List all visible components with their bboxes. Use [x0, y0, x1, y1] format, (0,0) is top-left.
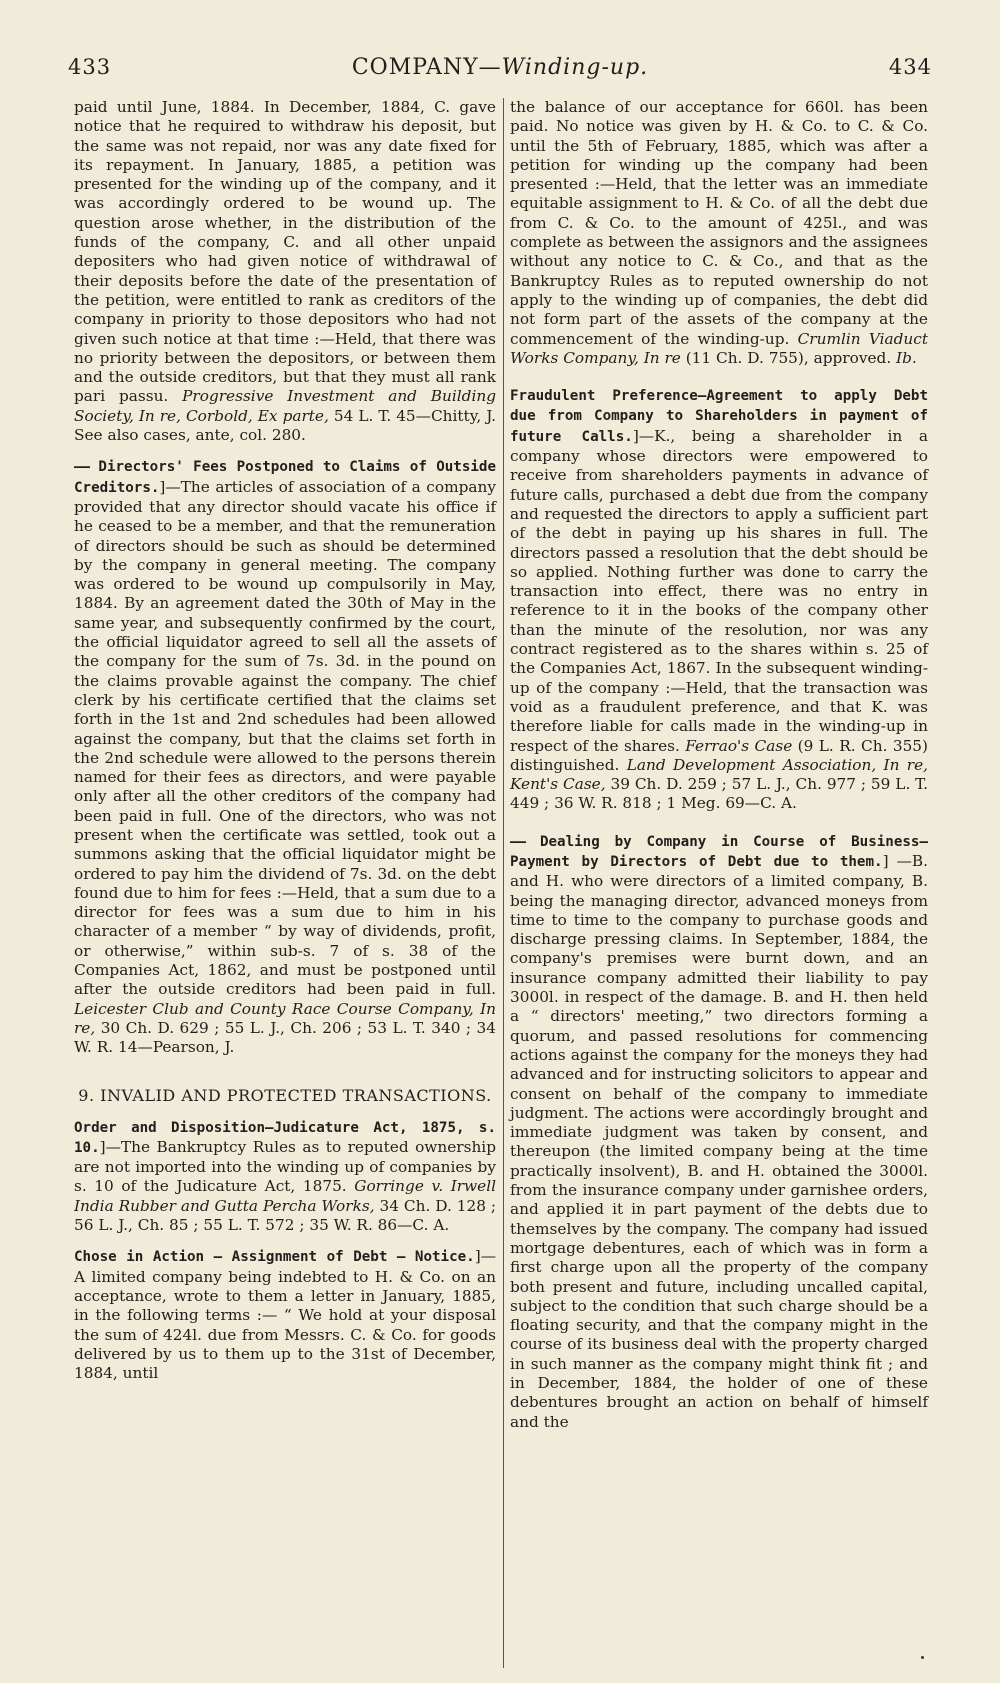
section-chose-in-action [74, 1247, 496, 1383]
running-header [66, 55, 934, 95]
case-citation: Leicester Club and County Race Course Company, In re, [74, 999, 496, 1037]
column-divider [503, 98, 504, 1668]
body-text: (9 L. R. Ch. 355) distinguished. [510, 736, 929, 774]
page-speck [921, 1656, 924, 1659]
body-text: (11 Ch. D. 755), approved. [680, 348, 897, 367]
section-fraudulent-preference [510, 386, 928, 814]
case-citation: Progressive Investment and Building Society, In re, Corbold, Ex parte, [74, 387, 496, 425]
ibid-reference: Ib. [896, 348, 917, 367]
section-heading: Order and Disposition—Judicature Act, 1875, s. 10. [74, 1119, 496, 1156]
body-text: paid until June, 1884. In December, 1884, C. gave notice that he required to withdraw his deposit, but the same was not repaid, nor was any date fixed for its repayment. In January, 1885, a petition was presented for the winding up of the company, and it was accordingly ordered to be wound up. The question arose whether, in the distribution of the funds of the company, C. and all other unpaid depositers who had given notice of withdrawal of their deposits before the date of the presentation of the petition, were entitled to rank as creditors of the company in priority to those depositors who had not given such notice at that time :—Held, that there was no priority between the depositors, or between them and the outside creditors, but that they must all rank pari passu. [74, 98, 496, 406]
body-text: ] —B. and H. who were directors of a limited company, B. being the managing director, advanced moneys from time to time to the company to purchase goods and discharge pressing claims. In September, 1884, the company's premises were burnt down, and an insurance company admitted their liability to pay 3000l. in respect of the damage. B. and H. then held a “ directors' meeting,” two directors forming a quorum, and passed resolutions for commencing actions against the company for the moneys they had advanced and for instructing solicitors to appear and consent on behalf of the company to immediate judgment. The actions were accordingly brought and immediate judgment was taken by consent, and thereupon (the limited company being at the time practically insolvent), B. and H. obtained the 3000l. from the insurance company under garnishee orders, and applied it in part payment of the debts due to themselves by the company. The company had issued mortgage debentures, each of which was in form a first charge upon all the property of the company both present and future, including uncalled capital, subject to the condition that such charge should be a floating security, and that the company might in the course of its business deal with the property charged in such manner as the company might think fit ; and in December, 1884, the holder of one of these debentures brought an action on behalf of himself and the [510, 851, 928, 1431]
body-text: ]—The articles of association of a company provided that any director should vacate his office if he ceased to be a member, and that the remuneration of directors should be such as should be determined by the company in general meeting. The company was ordered to be wound up compulsorily in May, 1884. By an agreement dated the 30th of May in the same year, and subsequently confirmed by the court, the official liquidator agreed to sell all the assets of the company for the sum of 7s. 3d. in the pound on the claims provable against the company. The chief clerk by his certificate certified that the claims set forth in the 1st and 2nd schedules had been allowed against the company, but that the claims set forth in the 2nd schedule were allowed to the persons therein named for their fees as directors, and were payable only after all the other creditors of the company had been paid in full. One of the directors, who was not present when the certificate was settled, took out a summons asking that the official liquidator might be ordered to pay him the dividend of 7s. 3d. on the debt found due to him for fees :—Held, that a sum due to a director for fees was a sum due to him in his character of a member “ by way of dividends, profit, or otherwise,” within sub-s. 7 of s. 38 of the Companies Act, 1862, and must be postponed until after the outside creditors had been paid in full. [74, 477, 496, 999]
section-heading: Fraudulent Preference—Agreement to apply Debt due from Company to Shareholders in payment of future Calls. [510, 388, 928, 445]
running-title [66, 55, 934, 80]
section-order-disposition [74, 1118, 496, 1236]
chapter-heading: 9. INVALID AND PROTECTED TRANSACTIONS. [78, 1085, 492, 1105]
paragraph-continued [510, 98, 928, 368]
body-text: the balance of our acceptance for 660l. has been paid. No notice was given by H. & Co. to C. & Co. until the 5th of February, 1885, which was after a petition for winding up the company had been presented :—Held, that the letter was an immediate equitable assignment to H. & Co. of all the debt due from C. & Co. to the amount of 425l., and was complete as between the assignors and the assignees without any notice to C. & Co., and that as the Bankruptcy Rules as to reputed ownership do not apply to the winding up of companies, the debt did not form part of the assets of the company at the commencement of the winding-up. [510, 98, 928, 348]
body-text: ]—K., being a shareholder in a company whose directors were empowered to receive from shareholders payments in advance of future calls, purchased a debt due from the company and requested the directors to apply a sufficient part of the debt in paying up his shares in full. The directors passed a resolution that the debt should be so applied. Nothing further was done to carry the transaction into effect, there was no entry in reference to it in the books of the company other than the minute of the resolution, nor was any contract registered as to the shares within s. 25 of the Companies Act, 1867. In the subsequent winding-up of the company :—Held, that the transaction was void as a fraudulent preference, and that K. was therefore liable for calls made in the winding-up in respect of the shares. [510, 426, 928, 755]
body-text: ]—A limited company being indebted to H. & Co. on an acceptance, wrote to them a letter in January, 1885, in the following terms :— “ We hold at your disposal the sum of 424l. due from Messrs. C. & Co. for goods delivered by us to them up to the 31st of December, 1884, until [74, 1247, 496, 1383]
case-citation: Crumlin Viaduct Works Company, In re [510, 329, 928, 367]
section-heading: Dealing by Company in Course of Business—Payment by Directors of Debt due to them. [510, 833, 928, 870]
ditto-dash: —— [510, 833, 526, 850]
title-italic: Winding-up. [501, 55, 649, 80]
ditto-dash: —— [74, 459, 90, 476]
left-column [74, 98, 496, 1383]
case-citation: Gorringe v. Irwell India Rubber and Gutta Percha Works, [74, 1177, 496, 1215]
right-column [510, 98, 928, 1432]
case-citation: Land Development Association, In re, Kent's Case, [510, 755, 928, 794]
body-text: 39 Ch. D. 259 ; 57 L. J., Ch. 977 ; 59 L. T. 449 ; 36 W. R. 818 ; 1 Meg. 69—C. A. [510, 775, 929, 813]
title-main: COMPANY— [351, 55, 502, 80]
left-page-number: 433 [68, 55, 112, 79]
body-text: 30 Ch. D. 629 ; 55 L. J., Ch. 206 ; 53 L. T. 340 ; 34 W. R. 14—Pearson, J. [74, 1018, 496, 1057]
right-page-number: 434 [888, 55, 932, 79]
body-text: 34 Ch. D. 128 ; 56 L. J., Ch. 85 ; 55 L. T. 572 ; 35 W. R. 86—C. A. [74, 1196, 496, 1235]
paragraph-continued [74, 98, 496, 445]
body-text: ]—The Bankruptcy Rules as to reputed ownership are not imported into the winding up of companies by s. 10 of the Judicature Act, 1875. [74, 1137, 496, 1196]
section-dealing-by-company [510, 832, 928, 1432]
body-text: 54 L. T. 45—Chitty, J. See also cases, ante, col. 280. [74, 406, 496, 445]
section-heading: Directors' Fees Postponed to Claims of Outside Creditors. [74, 459, 496, 496]
section-heading: Chose in Action — Assignment of Debt — Notice. [74, 1249, 475, 1266]
case-citation: Ferrao's Case [685, 736, 793, 755]
section-directors-fees [74, 457, 496, 1057]
